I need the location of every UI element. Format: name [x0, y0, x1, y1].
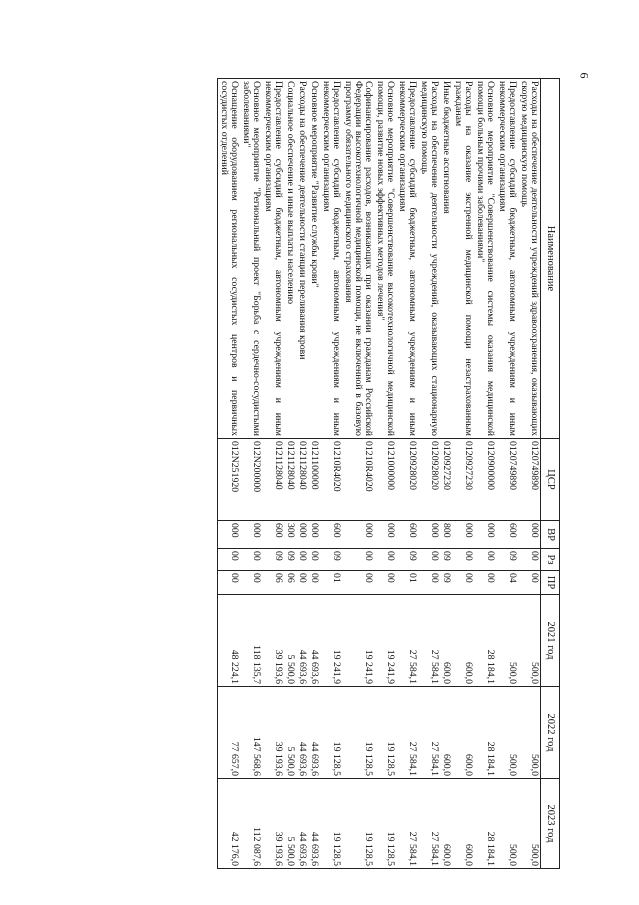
cell-vr: 600	[396, 521, 418, 549]
cell-rz: 09	[284, 549, 296, 571]
cell-2023: 500,0	[518, 779, 540, 869]
cell-2021: 27 584,1	[418, 595, 440, 687]
table-row	[240, 79, 262, 869]
cell-2023: 600,0	[452, 779, 474, 869]
cell-2023: 27 584,1	[418, 779, 440, 869]
table-row	[320, 79, 342, 869]
cell-rz: 00	[474, 549, 496, 571]
cell-pr: 00	[308, 571, 320, 595]
cell-2023: 27 584,1	[396, 779, 418, 869]
cell-name: Софинансирование расходов, возникающих при оказании гражданам Российской Федерации высокотехнологичной медицинской помощи, не включенной в базовую программу обязательного медицинского страхования	[342, 79, 374, 439]
table-row	[396, 79, 418, 869]
cell-vr: 000	[474, 521, 496, 549]
table-row	[308, 79, 320, 869]
cell-2023: 28 184,1	[474, 779, 496, 869]
cell-pr: 06	[284, 571, 296, 595]
cell-name: Расходы на обеспечение деятельности станции переливания крови	[296, 79, 308, 439]
cell-2022: 600,0	[440, 687, 452, 779]
cell-pr: 00	[218, 571, 240, 595]
header-pr: ПР	[541, 571, 560, 595]
cell-vr: 000	[218, 521, 240, 549]
cell-csr: 0121128040	[262, 439, 284, 521]
cell-2023: 500,0	[496, 779, 518, 869]
cell-name: Расходы на обеспечение деятельности учреждений здравоохранения, оказывающих скорую медицинскую помощь	[518, 79, 540, 439]
cell-csr: 0120927230	[452, 439, 474, 521]
cell-pr: 00	[518, 571, 540, 595]
cell-2022: 44 693,6	[308, 687, 320, 779]
cell-2021: 19 241,9	[342, 595, 374, 687]
cell-name: Основное мероприятие "Региональный проект "Борьба с сердечно-сосудистыми заболеваниями"	[240, 79, 262, 439]
cell-pr: 00	[374, 571, 396, 595]
cell-2021: 600,0	[452, 595, 474, 687]
cell-csr: 0121128040	[296, 439, 308, 521]
cell-vr: 000	[518, 521, 540, 549]
header-vr: ВР	[541, 521, 560, 549]
cell-2022: 147 568,6	[240, 687, 262, 779]
cell-pr: 00	[452, 571, 474, 595]
cell-2022: 28 184,1	[474, 687, 496, 779]
cell-2021: 39 193,6	[262, 595, 284, 687]
cell-2021: 19 241,9	[320, 595, 342, 687]
cell-csr: 0120928020	[396, 439, 418, 521]
cell-2021: 44 693,6	[308, 595, 320, 687]
cell-2021: 44 693,6	[296, 595, 308, 687]
cell-csr: 0120749890	[496, 439, 518, 521]
cell-vr: 600	[320, 521, 342, 549]
header-2023: 2023 год	[541, 779, 560, 869]
cell-2023: 44 693,6	[296, 779, 308, 869]
table-row	[284, 79, 296, 869]
cell-name: Основное мероприятие "Совершенствование системы оказания медицинской помощи больным прочими заболеваниями"	[474, 79, 496, 439]
cell-name: Расходы на обеспечение деятельности учреждений, оказывающих стационарную медицинскую помощь	[418, 79, 440, 439]
cell-name: Предоставление субсидий бюджетным, автономным учреждениям и иным некоммерческим организациям	[496, 79, 518, 439]
cell-rz: 09	[262, 549, 284, 571]
cell-pr: 04	[496, 571, 518, 595]
cell-pr: 01	[396, 571, 418, 595]
cell-csr: 01210R4020	[320, 439, 342, 521]
cell-csr: 0121128040	[284, 439, 296, 521]
cell-csr: 0120749890	[518, 439, 540, 521]
cell-2021: 118 135,7	[240, 595, 262, 687]
cell-2023: 5 500,0	[284, 779, 296, 869]
cell-2022: 27 584,1	[396, 687, 418, 779]
cell-csr: 012N251920	[218, 439, 240, 521]
cell-2023: 19 128,5	[320, 779, 342, 869]
cell-vr: 000	[240, 521, 262, 549]
cell-2023: 42 176,0	[218, 779, 240, 869]
cell-vr: 000	[418, 521, 440, 549]
table-row	[218, 79, 240, 869]
rotated-page-content	[217, 78, 560, 868]
table-row	[474, 79, 496, 869]
cell-2023: 112 087,6	[240, 779, 262, 869]
cell-name: Основное мероприятие "Совершенствование высокотехнологичной медицинской помощи, развитие новых эффективных методов лечения"	[374, 79, 396, 439]
table-row	[518, 79, 540, 869]
table-body	[218, 79, 541, 869]
cell-2023: 19 128,5	[374, 779, 396, 869]
cell-2021: 500,0	[496, 595, 518, 687]
cell-vr: 000	[452, 521, 474, 549]
cell-pr: 01	[320, 571, 342, 595]
cell-2022: 5 500,0	[284, 687, 296, 779]
header-name: Наименование	[541, 79, 560, 439]
cell-2022: 44 693,6	[296, 687, 308, 779]
cell-vr: 000	[342, 521, 374, 549]
cell-name: Основное мероприятие "Развитие службы крови"	[308, 79, 320, 439]
table-row	[418, 79, 440, 869]
header-2022: 2022 год	[541, 687, 560, 779]
cell-pr: 00	[240, 571, 262, 595]
cell-rz: 00	[240, 549, 262, 571]
cell-name: Предоставление субсидий бюджетным, автономным учреждениям и иным некоммерческим организациям	[396, 79, 418, 439]
cell-rz: 09	[396, 549, 418, 571]
cell-csr: 0120927230	[440, 439, 452, 521]
table-row	[452, 79, 474, 869]
cell-vr: 300	[284, 521, 296, 549]
cell-2022: 19 128,5	[374, 687, 396, 779]
cell-name: Предоставление субсидий бюджетным, автономным учреждениям и иным некоммерческим организациям	[262, 79, 284, 439]
cell-csr: 012N200000	[240, 439, 262, 521]
table-row	[262, 79, 284, 869]
cell-2021: 28 184,1	[474, 595, 496, 687]
cell-vr: 000	[308, 521, 320, 549]
cell-rz: 00	[308, 549, 320, 571]
page-number: 6	[577, 72, 592, 79]
cell-2021: 600,0	[440, 595, 452, 687]
table-row	[440, 79, 452, 869]
cell-2023: 600,0	[440, 779, 452, 869]
cell-2022: 19 128,5	[320, 687, 342, 779]
cell-rz: 09	[320, 549, 342, 571]
cell-pr: 06	[262, 571, 284, 595]
cell-2023: 39 193,6	[262, 779, 284, 869]
cell-2022: 600,0	[452, 687, 474, 779]
cell-vr: 600	[496, 521, 518, 549]
table-row	[374, 79, 396, 869]
header-rz: Рз	[541, 549, 560, 571]
cell-2022: 39 193,6	[262, 687, 284, 779]
table-header	[541, 79, 560, 869]
cell-csr: 0120900000	[474, 439, 496, 521]
cell-csr: 01210R4020	[342, 439, 374, 521]
cell-2021: 27 584,1	[396, 595, 418, 687]
cell-2021: 48 224,1	[218, 595, 240, 687]
cell-2022: 19 128,5	[342, 687, 374, 779]
cell-name: Предоставление субсидий бюджетным, автономным учреждениям и иным некоммерческим организациям	[320, 79, 342, 439]
cell-2023: 19 128,5	[342, 779, 374, 869]
cell-csr: 0120928020	[418, 439, 440, 521]
cell-rz: 00	[296, 549, 308, 571]
header-2021: 2021 год	[541, 595, 560, 687]
cell-csr: 0121100000	[308, 439, 320, 521]
table-row	[342, 79, 374, 869]
table-row	[296, 79, 308, 869]
table-row	[496, 79, 518, 869]
cell-name: Социальное обеспечение и иные выплаты населению	[284, 79, 296, 439]
cell-2021: 19 241,9	[374, 595, 396, 687]
cell-vr: 800	[440, 521, 452, 549]
cell-pr: 00	[296, 571, 308, 595]
cell-name: Иные бюджетные ассигнования	[440, 79, 452, 439]
cell-rz: 00	[418, 549, 440, 571]
cell-vr: 000	[296, 521, 308, 549]
cell-2022: 27 584,1	[418, 687, 440, 779]
cell-rz: 00	[518, 549, 540, 571]
cell-2023: 44 693,6	[308, 779, 320, 869]
cell-rz: 00	[374, 549, 396, 571]
cell-pr: 00	[474, 571, 496, 595]
cell-rz: 00	[452, 549, 474, 571]
cell-vr: 600	[262, 521, 284, 549]
cell-pr: 09	[440, 571, 452, 595]
header-csr: ЦСР	[541, 439, 560, 521]
cell-rz: 00	[218, 549, 240, 571]
cell-2022: 500,0	[518, 687, 540, 779]
cell-name: Расходы на оказание экстренной медицинской помощи незастрахованным гражданам	[452, 79, 474, 439]
cell-pr: 00	[342, 571, 374, 595]
cell-rz: 00	[342, 549, 374, 571]
cell-pr: 00	[418, 571, 440, 595]
cell-2022: 500,0	[496, 687, 518, 779]
cell-name: Оснащение оборудованием региональных сосудистых центров и первичных сосудистых отделений	[218, 79, 240, 439]
budget-table	[217, 78, 560, 869]
cell-2021: 500,0	[518, 595, 540, 687]
cell-2021: 5 500,0	[284, 595, 296, 687]
cell-rz: 09	[440, 549, 452, 571]
cell-2022: 77 657,0	[218, 687, 240, 779]
cell-vr: 000	[374, 521, 396, 549]
cell-csr: 0121000000	[374, 439, 396, 521]
cell-rz: 09	[496, 549, 518, 571]
